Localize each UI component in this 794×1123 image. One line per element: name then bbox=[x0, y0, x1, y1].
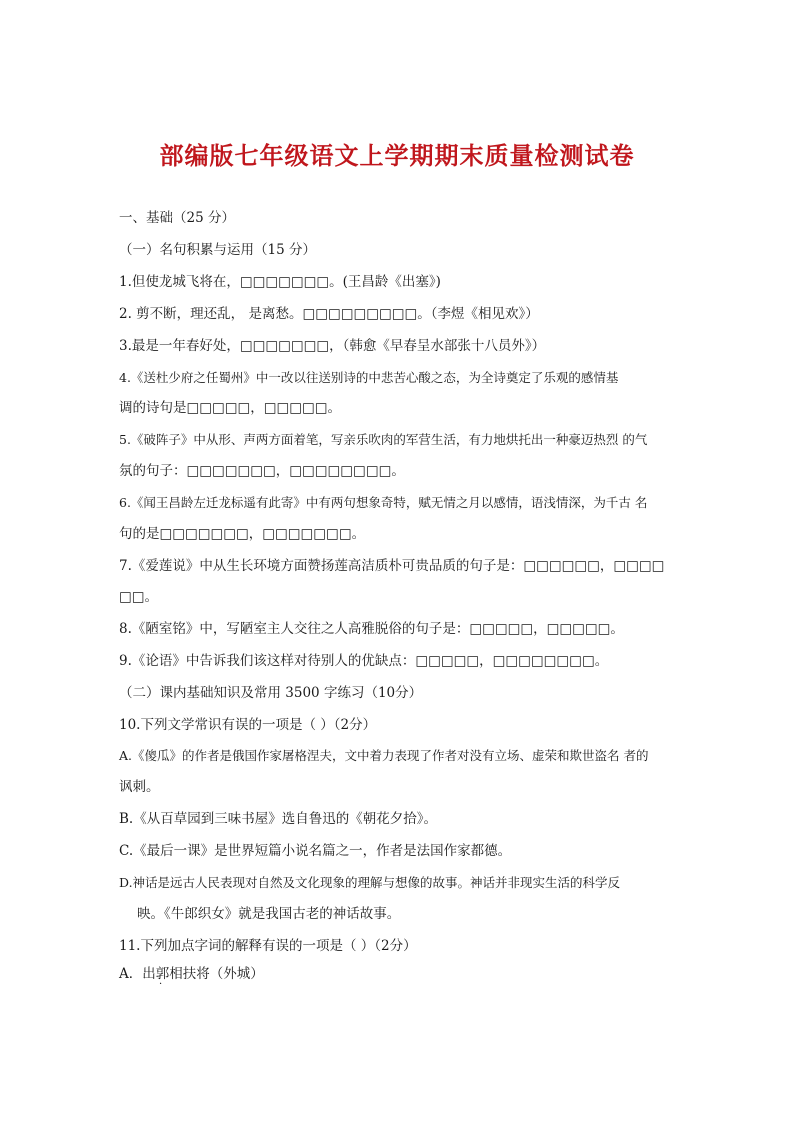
question-6-line-1: 6.《闻王昌龄左迁龙标遥有此寄》中有两句想象奇特，赋无情之月以感情，语浅情深，为千古 名 bbox=[119, 495, 648, 510]
question-10-option-d-line-2: 映。《牛郎织女》就是我国古老的神话故事。 bbox=[137, 906, 401, 922]
question-4-line-1: 4.《送杜少府之任蜀州》中一改以往送别诗的中悲苦心酸之态，为全诗奠定了乐观的感情基 bbox=[119, 370, 619, 385]
question-11: 11.下列加点字词的解释有误的一项是（ ）（2分） bbox=[119, 938, 417, 954]
question-10-option-d-line-1: D.神话是远古人民表现对自然及文化现象的理解与想像的故事。神话并非现实生活的科学反 bbox=[119, 875, 621, 890]
question-11-option-a: A．出郭相扶将（外城） bbox=[119, 966, 264, 982]
question-5-line-2: 氛的句子：□□□□□□□，□□□□□□□□。 bbox=[119, 463, 405, 479]
question-2: 2. 剪不断，理还乱， 是离愁。□□□□□□□□□。（李煜《相见欢》） bbox=[119, 306, 539, 322]
question-10-option-b: B.《从百草园到三味书屋》选自鲁迅的《朝花夕拾》。 bbox=[119, 811, 437, 827]
question-10-option-a-line-2: 讽刺。 bbox=[119, 779, 160, 795]
question-5-line-1: 5.《破阵子》中从形、声两方面着笔，写亲乐吹肉的军营生活，有力地烘托出一种豪迈热烈 的气 bbox=[119, 432, 648, 447]
emphasis-dot-mark: · bbox=[159, 979, 163, 990]
question-7-line-2: □□。 bbox=[119, 589, 159, 605]
question-7-line-1: 7.《爱莲说》中从生长环境方面赞扬莲高洁质朴可贵品质的句子是：□□□□□□，□□□□ bbox=[119, 558, 665, 574]
question-10-option-a-line-1: A.《傻瓜》的作者是俄国作家屠格涅夫，文中着力表现了作者对没有立场、虚荣和欺世盗名 者的 bbox=[119, 748, 649, 763]
question-1: 1.但使龙城飞将在，□□□□□□□。(王昌龄《出塞》) bbox=[119, 274, 441, 290]
page-title: 部编版七年级语文上学期期末质量检测试卷 bbox=[159, 141, 635, 170]
question-10-option-c: C.《最后一课》是世界短篇小说名篇之一，作者是法国作家都德。 bbox=[119, 843, 512, 859]
question-8: 8.《陋室铭》中，写陋室主人交往之人高雅脱俗的句子是：□□□□□，□□□□□。 bbox=[119, 621, 624, 637]
section-heading-basics: 一、基础（25 分） bbox=[119, 210, 235, 226]
subsection-heading-knowledge: （二）课内基础知识及常用 3500 字练习（10分） bbox=[119, 685, 423, 701]
question-6-line-2: 句的是□□□□□□□，□□□□□□□。 bbox=[119, 526, 366, 542]
question-4-line-2: 调的诗句是□□□□□，□□□□□。 bbox=[119, 400, 342, 416]
subsection-heading-quotes: （一）名句积累与运用（15 分） bbox=[119, 242, 316, 258]
question-9: 9.《论语》中告诉我们该这样对待别人的优缺点：□□□□□，□□□□□□□□。 bbox=[119, 653, 609, 669]
question-10: 10.下列文学常识有误的一项是（ ）（2分） bbox=[119, 717, 377, 733]
question-3: 3.最是一年春好处，□□□□□□□，（韩愈《早春呈水部张十八员外》） bbox=[119, 338, 546, 354]
